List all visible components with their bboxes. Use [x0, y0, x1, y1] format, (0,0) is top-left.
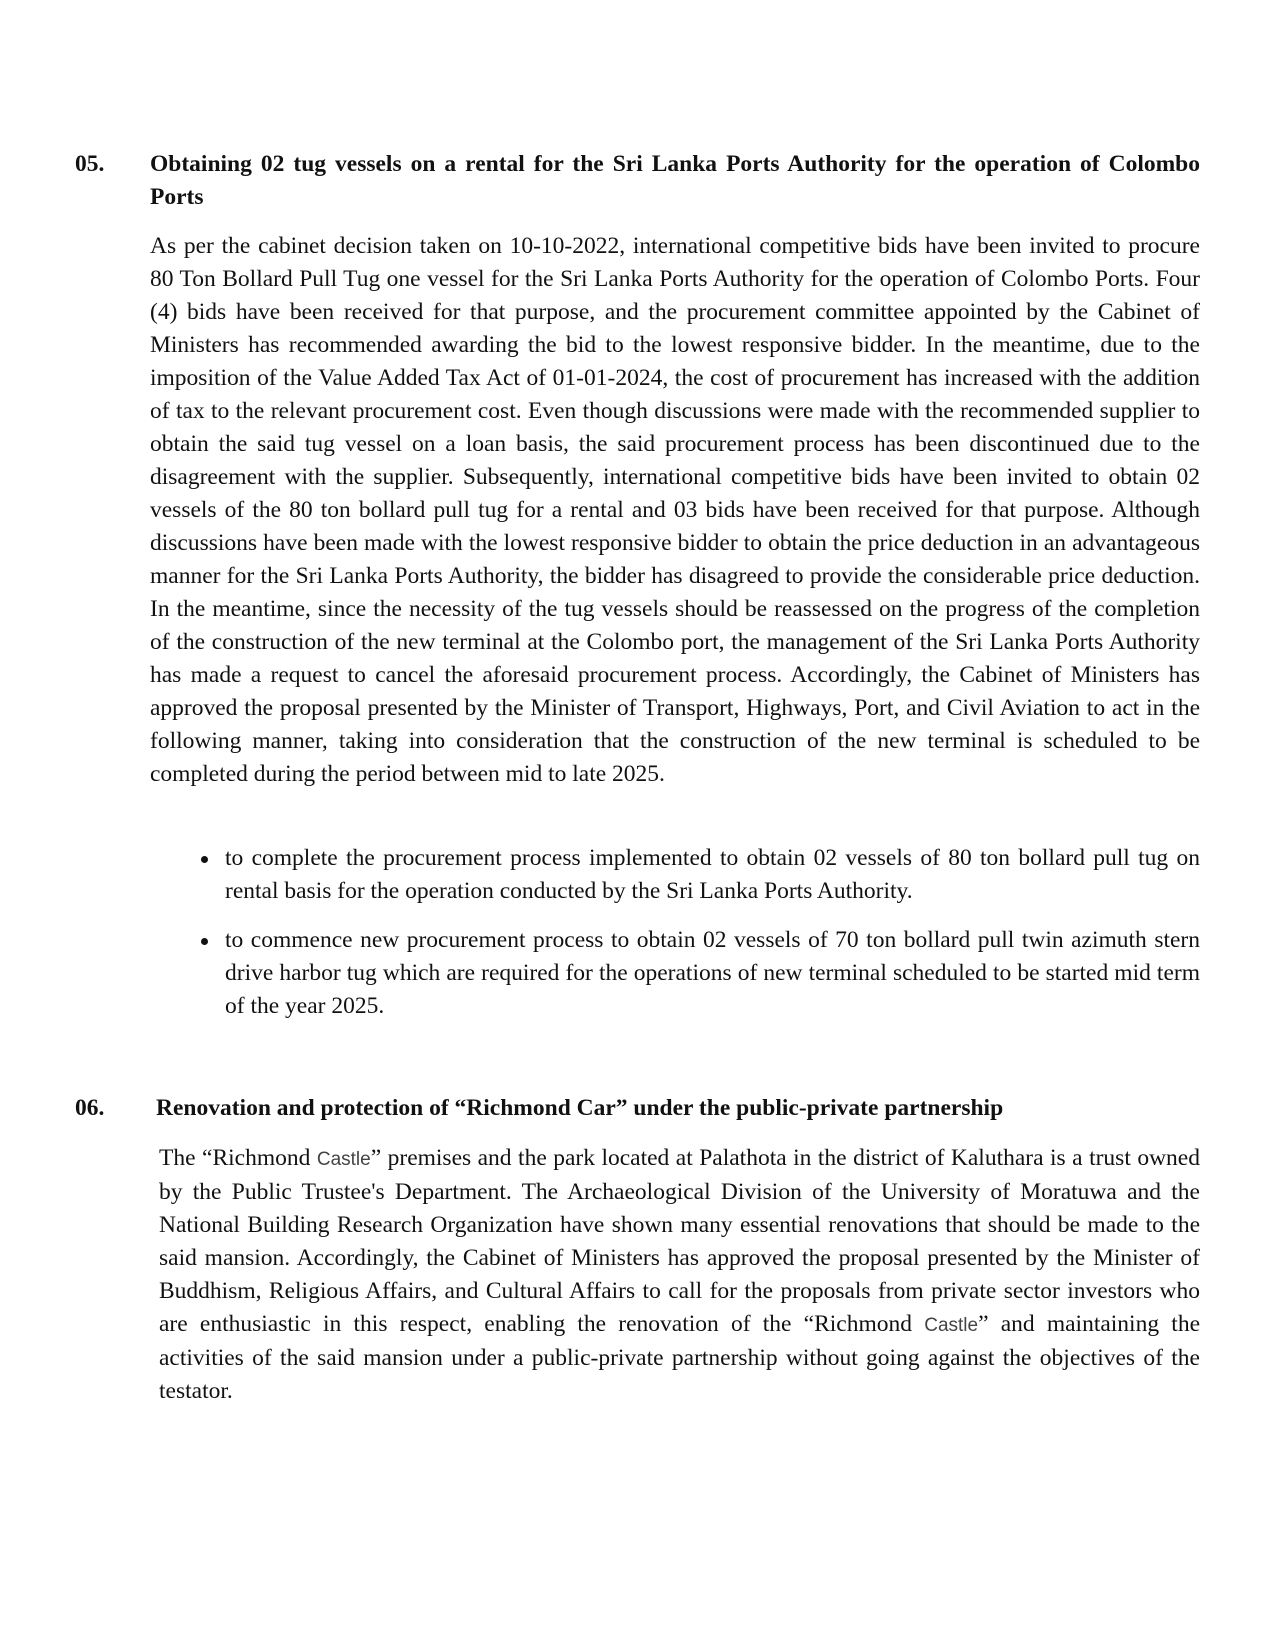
section-05-body: As per the cabinet decision taken on 10-10-2022, international competitive bids have been invited to procure 80 Ton Bollard Pull Tug one vessel for the Sri Lanka Ports Authority for the operation of Colombo Ports. Four (4) bids have been received for that purpose, and the procurement committee appointed by the Cabinet of Ministers has recommended awarding the bid to the lowest responsive bidder. In the meantime, due to the imposition of the Value Added Tax Act of 01-01-2024, the cost of procurement has increased with the addition of tax to the relevant procurement cost. Even though discussions were made with the recommended supplier to obtain the said tug vessel on a loan basis, the said procurement process has been discontinued due to the disagreement with the supplier. Subsequently, international competitive bids have been invited to obtain 02 vessels of the 80 ton bollard pull tug for a rental and 03 bids have been received for that purpose. Although discussions have been made with the lowest responsive bidder to obtain the price deduction in an advantageous manner for the Sri Lanka Ports Authority, the bidder has disagreed to provide the considerable price deduction. In the meantime, since the necessity of the tug vessels should be reassessed on the progress of the completion of the construction of the new terminal at the Colombo port, the management of the Sri Lanka Ports Authority has made a request to cancel the aforesaid procurement process. Accordingly, the Cabinet of Ministers has approved the proposal presented by the Minister of Transport, Highways, Port, and Civil Aviation to act in the following manner, taking into consideration that the construction of the new terminal is scheduled to be completed during the period between mid to late 2025. — [150, 233, 1200, 787]
section-05-title: Obtaining 02 tug vessels on a rental for the Sri Lanka Ports Authority for the operation of Colombo Ports — [150, 151, 1200, 210]
section-05-number: 05. — [75, 151, 105, 177]
section-06-body — [159, 1142, 1200, 1408]
section-06-body-part-3: ” and maintaining the activities of the said mansion under a public-private partnership without going against the objectives of the testator. — [159, 1311, 1200, 1404]
castle-word: Castle — [316, 1149, 371, 1170]
bullet-icon — [201, 938, 208, 945]
section-06-number: 06. — [75, 1095, 105, 1121]
section-06-body-part-2: ” premises and the park located at Palathota in the district of Kaluthara is a trust owned by the Public Trustee's Department. The Archaeological Division of the University of Moratuwa and the National Building Research Organization have shown many essential renovations that should be made to the said mansion. Accordingly, the Cabinet of Ministers has approved the proposal presented by the Minister of Buddhism, Religious Affairs, and Cultural Affairs to call for the proposals from private sector investors who are enthusiastic in this respect, enabling the renovation of the “Richmond — [159, 1145, 1200, 1337]
bullet-text: to commence new procurement process to obtain 02 vessels of 70 ton bollard pull twin azimuth stern drive harbor tug which are required for the operations of new terminal scheduled to be started mid term of the year 2025. — [225, 927, 1200, 1019]
section-05-bullet-list — [150, 842, 1200, 1039]
section-05-bullet-1 — [150, 842, 1200, 908]
bullet-icon — [201, 856, 208, 863]
section-06-body-part-1: The “Richmond — [159, 1145, 317, 1171]
bullet-text: to complete the procurement process implemented to obtain 02 vessels of 80 ton bollard pull tug on rental basis for the operation conducted by the Sri Lanka Ports Authority. — [225, 845, 1200, 904]
section-06-title: Renovation and protection of “Richmond Car” under the public-private partnership — [156, 1095, 1004, 1121]
section-05-bullet-2 — [150, 924, 1200, 1023]
castle-word: Castle — [924, 1315, 979, 1336]
